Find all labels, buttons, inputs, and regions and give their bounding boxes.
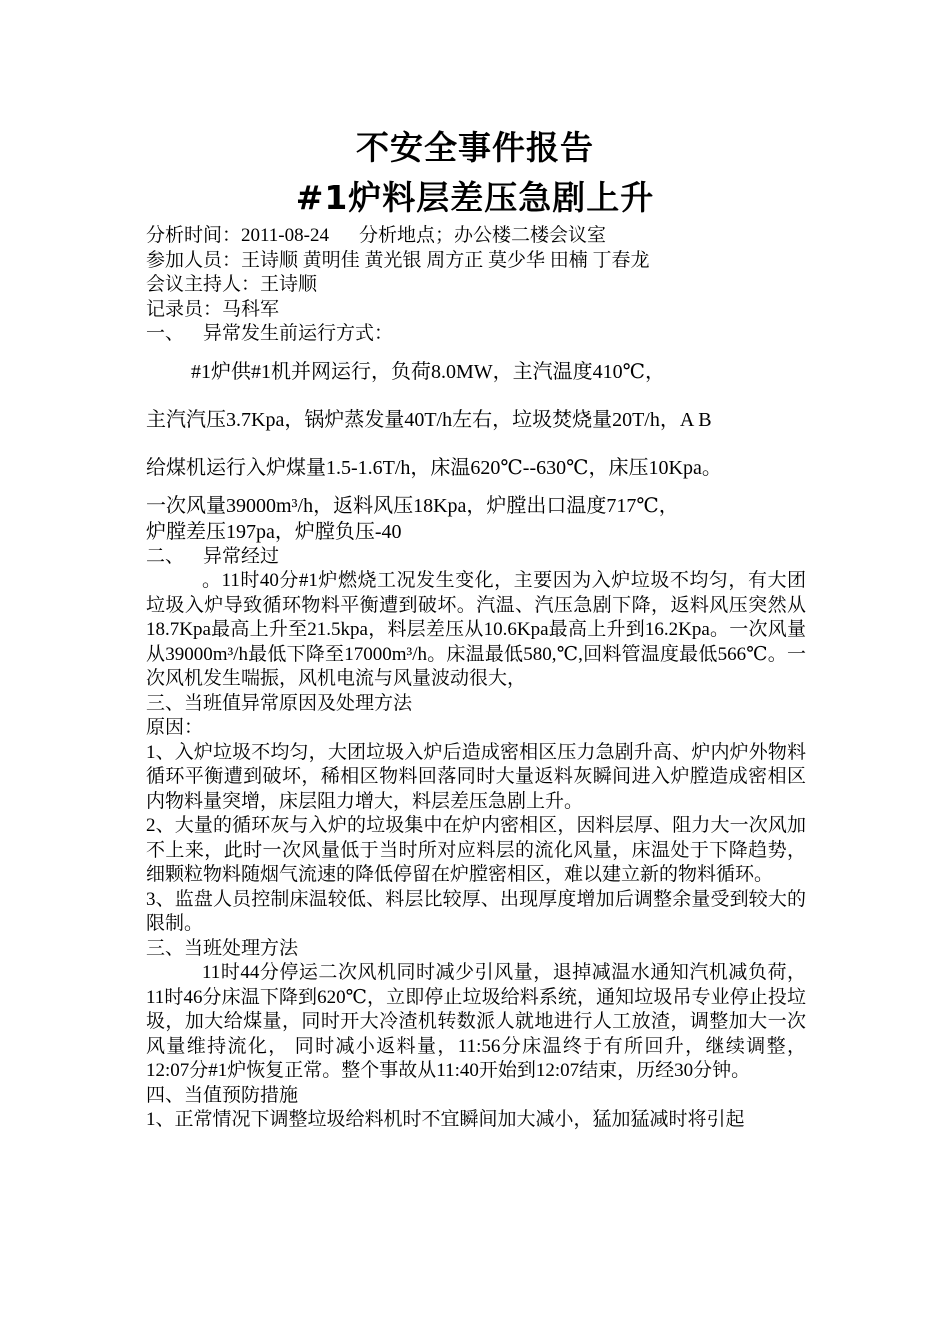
reason-2: 2、大量的循环灰与入炉的垃圾集中在炉内密相区，因料层厚、阻力大一次风加不上来，此时一次风量低于当时所对应料层的流化风量，床温处于下降趋势，细颗粒物料随烟气流速的降低停留在炉膛密相区，难以建立新的物料循环。 (146, 815, 806, 885)
document-body (146, 224, 806, 1133)
analysis-place: 分析地点；办公楼二楼会议室 (358, 225, 606, 246)
section1-line1: #1炉供#1机并网运行，负荷8.0MW，主汽温度410℃， (191, 360, 666, 383)
section2-text: 。11时40分#1炉燃烧工况发生变化，主要因为入炉垃圾不均匀，有大团垃圾入炉导致循环物料平衡遭到破坏。汽温、汽压急剧下降，返料风压突然从18.7Kpa最高上升至21.5kpa，料层差压从10.6Kpa最高上升到16.2Kpa。一次风量从39000m³/h最低下降至17000m³/h。床温最低580,℃,回料管温度最低566℃。一次风机发生喘振，风机电流与风量波动很大， (146, 570, 806, 689)
analysis-time: 分析时间：2011-08-24 (146, 225, 329, 246)
section1-line2: 主汽汽压3.7Kpa，锅炉蒸发量40T/h左右，垃圾焚烧量20T/h，A B (146, 408, 712, 431)
reason-label: 原因： (146, 717, 204, 738)
recorder: 记录员：马科军 (146, 298, 280, 320)
section4-heading: 四、当值预防措施 (146, 1084, 299, 1106)
reason-3: 3、监盘人员控制床温较低、料层比较厚、出现厚度增加后调整余量受到较大的限制。 (146, 888, 806, 934)
document-title: 不安全事件报告 (356, 128, 594, 167)
section3b-text: 11时44分停运二次风机同时减少引风量，退掉减温水通知汽机减负荷，11时46分床温下降到620℃，立即停止垃圾给料系统，通知垃圾吊专业停止投垃圾，加大给煤量，同时开大冷渣机转数派人就地进行人工放渣，调整加大一次风量维持流化， 同时减小返料量，11:56分床温终于有所回升，继续调整，12:07分#1炉恢复正常。整个事故从11:40开始到12:07结束，历经30分钟。 (146, 962, 806, 1081)
reason-1: 1、入炉垃圾不均匀，大团垃圾入炉后造成密相区压力急剧升高、炉内炉外物料循环平衡遭到破坏，稀相区物料回落同时大量返料灰瞬间进入炉膛造成密相区内物料量突增，床层阻力增大，料层差压急剧上升。 (146, 741, 806, 812)
section1-heading: 一、 异常发生前运行方式： (146, 323, 394, 344)
section3b-heading: 三、当班处理方法 (146, 937, 299, 959)
section2-heading: 二、 异常经过 (146, 545, 280, 567)
section1-line4: 一次风量39000m³/h，返料风压18Kpa，炉膛出口温度717℃， (146, 494, 679, 517)
meta-time-place (146, 224, 806, 249)
meeting-host: 会议主持人：王诗顺 (146, 274, 318, 295)
section3-heading: 三、当班值异常原因及处理方法 (146, 692, 413, 714)
section1-line5: 炉膛差压197pa，炉膛负压-40 (146, 520, 402, 543)
document-subtitle: #1炉料层差压急剧上升 (295, 178, 655, 217)
section4-item1: 1、正常情况下调整垃圾给料机时不宜瞬间加大减小，猛加猛减时将引起 (146, 1109, 745, 1130)
section1-line3: 给煤机运行入炉煤量1.5-1.6T/h，床温620℃--630℃，床压10Kpa。 (146, 456, 722, 479)
attendees: 参加人员：王诗顺 黄明佳 黄光银 周方正 莫少华 田楠 丁春龙 (146, 249, 650, 271)
